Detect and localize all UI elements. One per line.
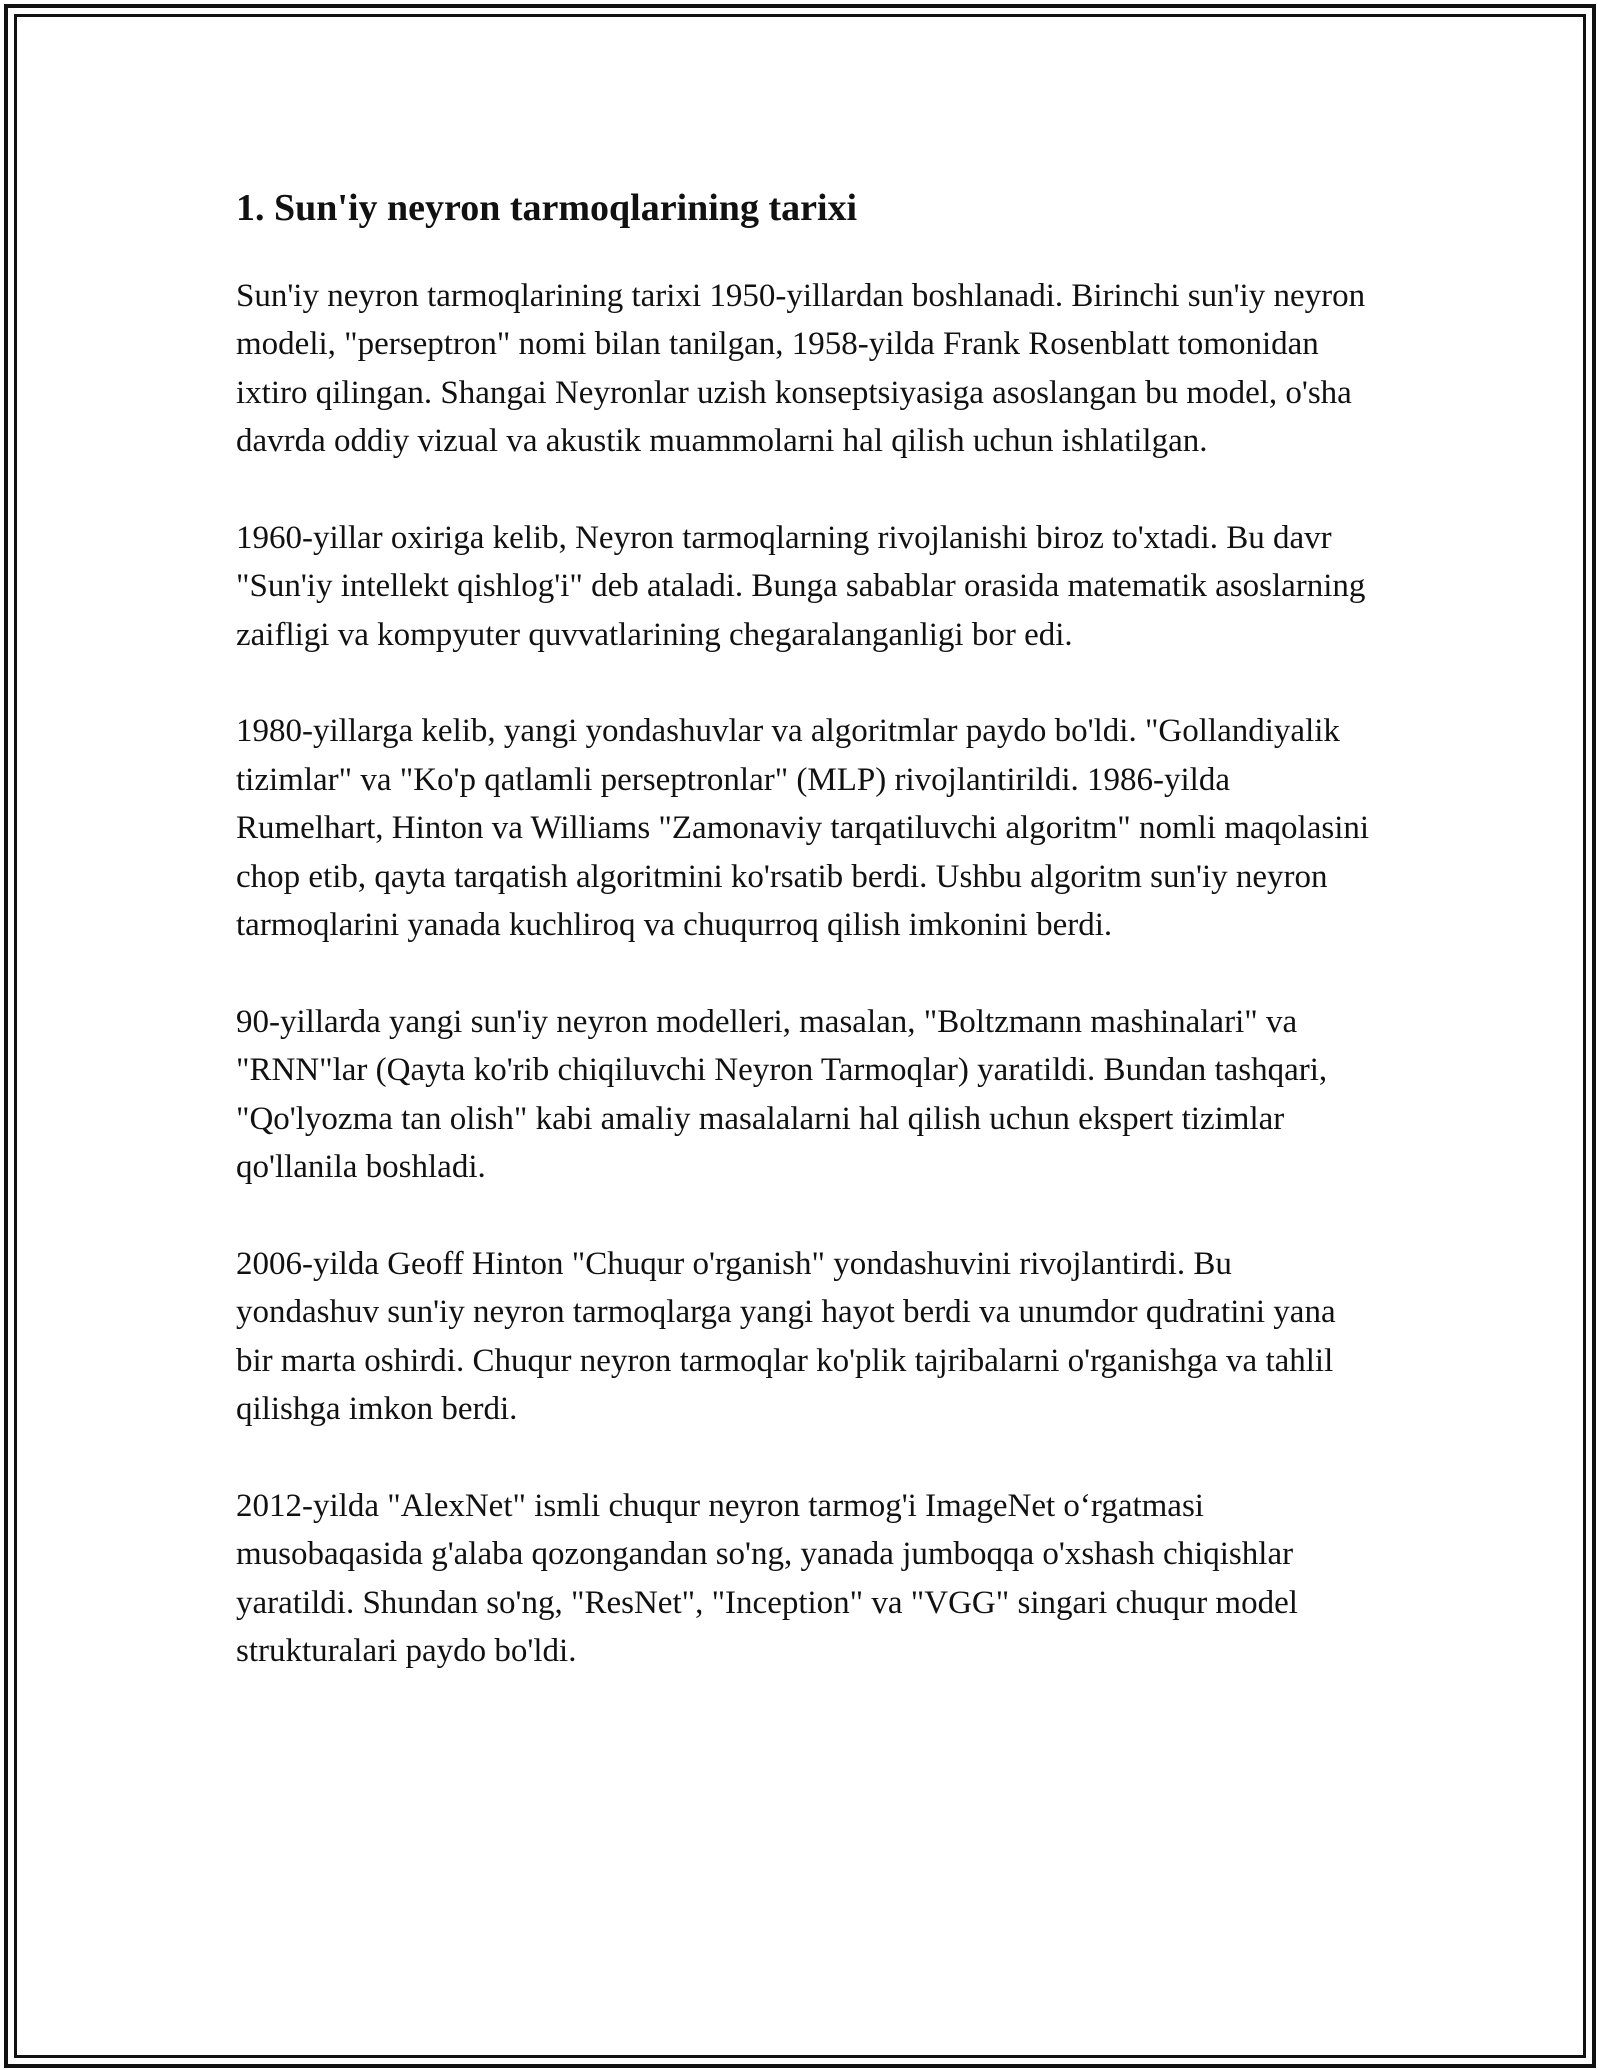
paragraph-1980s: 1980-yillarga kelib, yangi yondashuvlar va algoritmlar paydo bo'ldi. "Gollandiyalik tizimlar" va "Ko'p qatlamli perseptronlar" (MLP) rivojlantirildi. 1986-yilda Rumelhart, Hinton va Williams "Zamonaviy tarqatiluvchi algoritm" nomli maqolasini chop etib, qayta tarqatish algoritmini ko'rsatib berdi. Ushbu algoritm sun'iy neyron tarmoqlarini yanada kuchliroq va chuqurroq qilish imkonini berdi. [236,713,1370,944]
paragraph-2006: 2006-yilda Geoff Hinton "Chuqur o'rganish" yondashuvini rivojlantirdi. Bu yondashuv sun'iy neyron tarmoqlarga yangi hayot berdi va unumdor qudratini yana bir marta oshirdi. Chuqur neyron tarmoqlar ko'plik tajribalarni o'rganishga va tahlil qilishga imkon berdi. [236,1245,1336,1428]
paragraph-1990s: 90-yillarda yangi sun'iy neyron modelleri, masalan, "Boltzmann mashinalari" va "RNN"lar (Qayta ko'rib chiqiluvchi Neyron Tarmoqlar) yaratildi. Bundan tashqari, "Qo'lyozma tan olish" kabi amaliy masalalarni hal qilish uchun ekspert tizimlar qo'llanila boshladi. [236,1003,1328,1186]
document-body [236,186,1376,1724]
section-title: 1. Sun'iy neyron tarmoqlarining tarixi [236,187,858,229]
paragraph-1960s: 1960-yillar oxiriga kelib, Neyron tarmoqlarning rivojlanishi biroz to'xtadi. Bu davr "Sun'iy intellekt qishlog'i" deb ataladi. Bunga sabablar orasida matematik asoslarning zaifligi va kompyuter quvvatlarining chegaralanganligi bor edi. [236,519,1366,653]
paragraph-2012: 2012-yilda "AlexNet" ismli chuqur neyron tarmog'i ImageNet o‘rgatmasi musobaqasida g'alaba qozongandan so'ng, yanada jumboqqa o'xshash chiqishlar yaratildi. Shundan so'ng, "ResNet", "Inception" va "VGG" singari chuqur model strukturalari paydo bo'ldi. [236,1487,1298,1670]
paragraph-1950s: Sun'iy neyron tarmoqlarining tarixi 1950-yillardan boshlanadi. Birinchi sun'iy neyron modeli, "perseptron" nomi bilan tanilgan, 1958-yilda Frank Rosenblatt tomonidan ixtiro qilingan. Shangai Neyronlar uzish konseptsiyasiga asoslangan bu model, o'sha davrda oddiy vizual va akustik muammolarni hal qilish uchun ishlatilgan. [236,277,1366,460]
